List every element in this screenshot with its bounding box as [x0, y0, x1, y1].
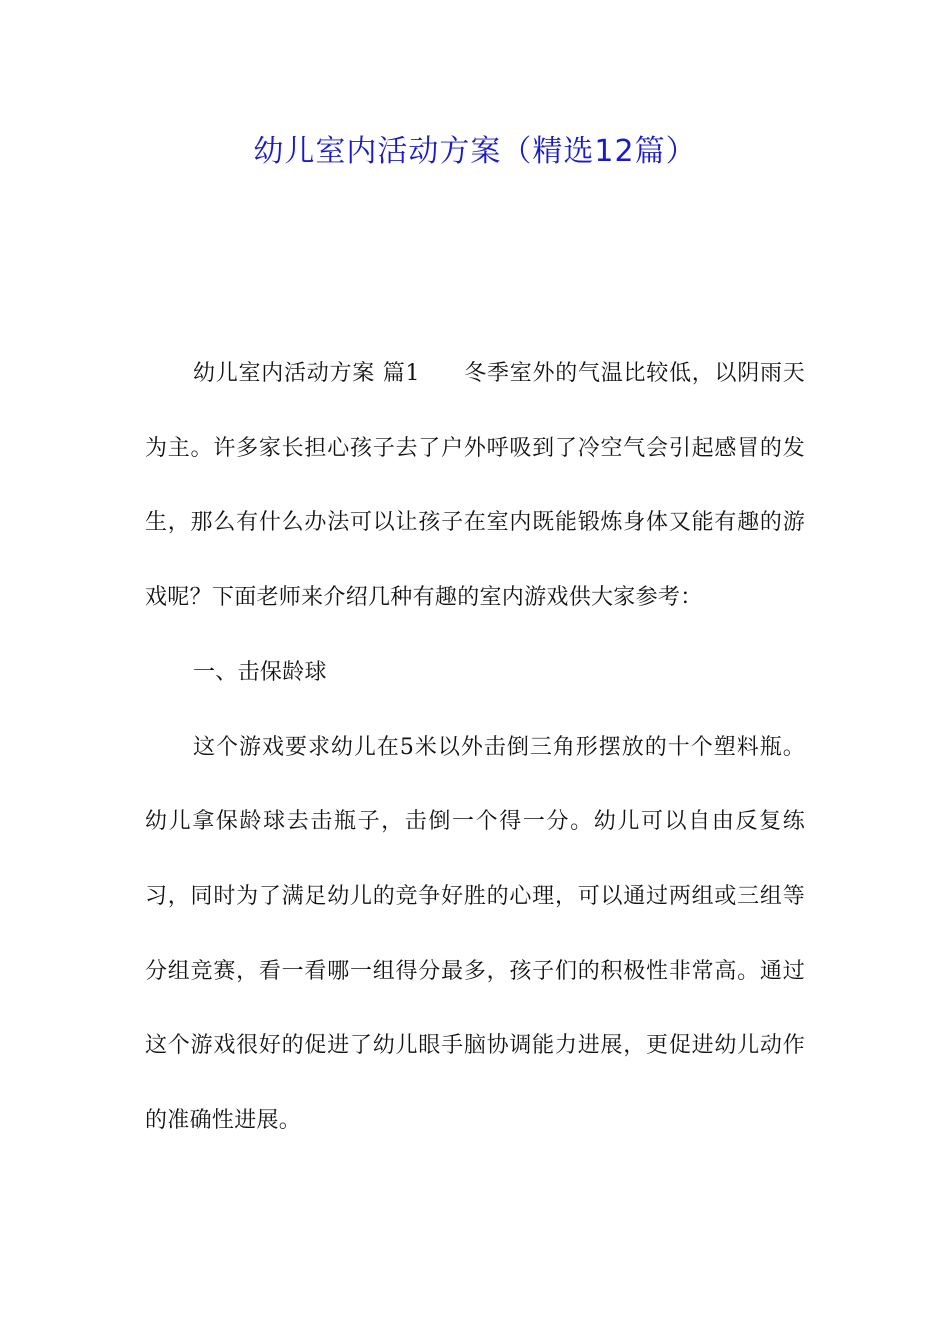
document-title: 幼儿室内活动方案（精选12篇） [253, 134, 697, 169]
bowling-paragraph: 这个游戏要求幼儿在5米以外击倒三角形摆放的十个塑料瓶。幼儿拿保龄球去击瓶子，击倒一个得一分。幼儿可以自由反复练习，同时为了满足幼儿的竞争好胜的心理，可以通过两组或三组等分组竞赛，看一看哪一组得分最多，孩子们的积极性非常高。通过这个游戏很好的促进了幼儿眼手脑协调能力进展，更促进幼儿动作的准确性进展。 [145, 734, 805, 1134]
subheading-bowling: 一、击保龄球 [193, 659, 327, 685]
document-body [145, 337, 805, 1159]
section-heading: 幼儿室内活动方案 篇1 [193, 361, 420, 386]
intro-paragraph [145, 337, 805, 636]
paragraph-text: 冬季室外的气温比较低，以阴雨天为主。许多家长担心孩子去了户外呼吸到了冷空气会引起感冒的发生，那么有什么办法可以让孩子在室内既能锻炼身体又能有趣的游戏呢？下面老师来介绍几种有趣的室内游戏供大家参考： [145, 361, 805, 611]
